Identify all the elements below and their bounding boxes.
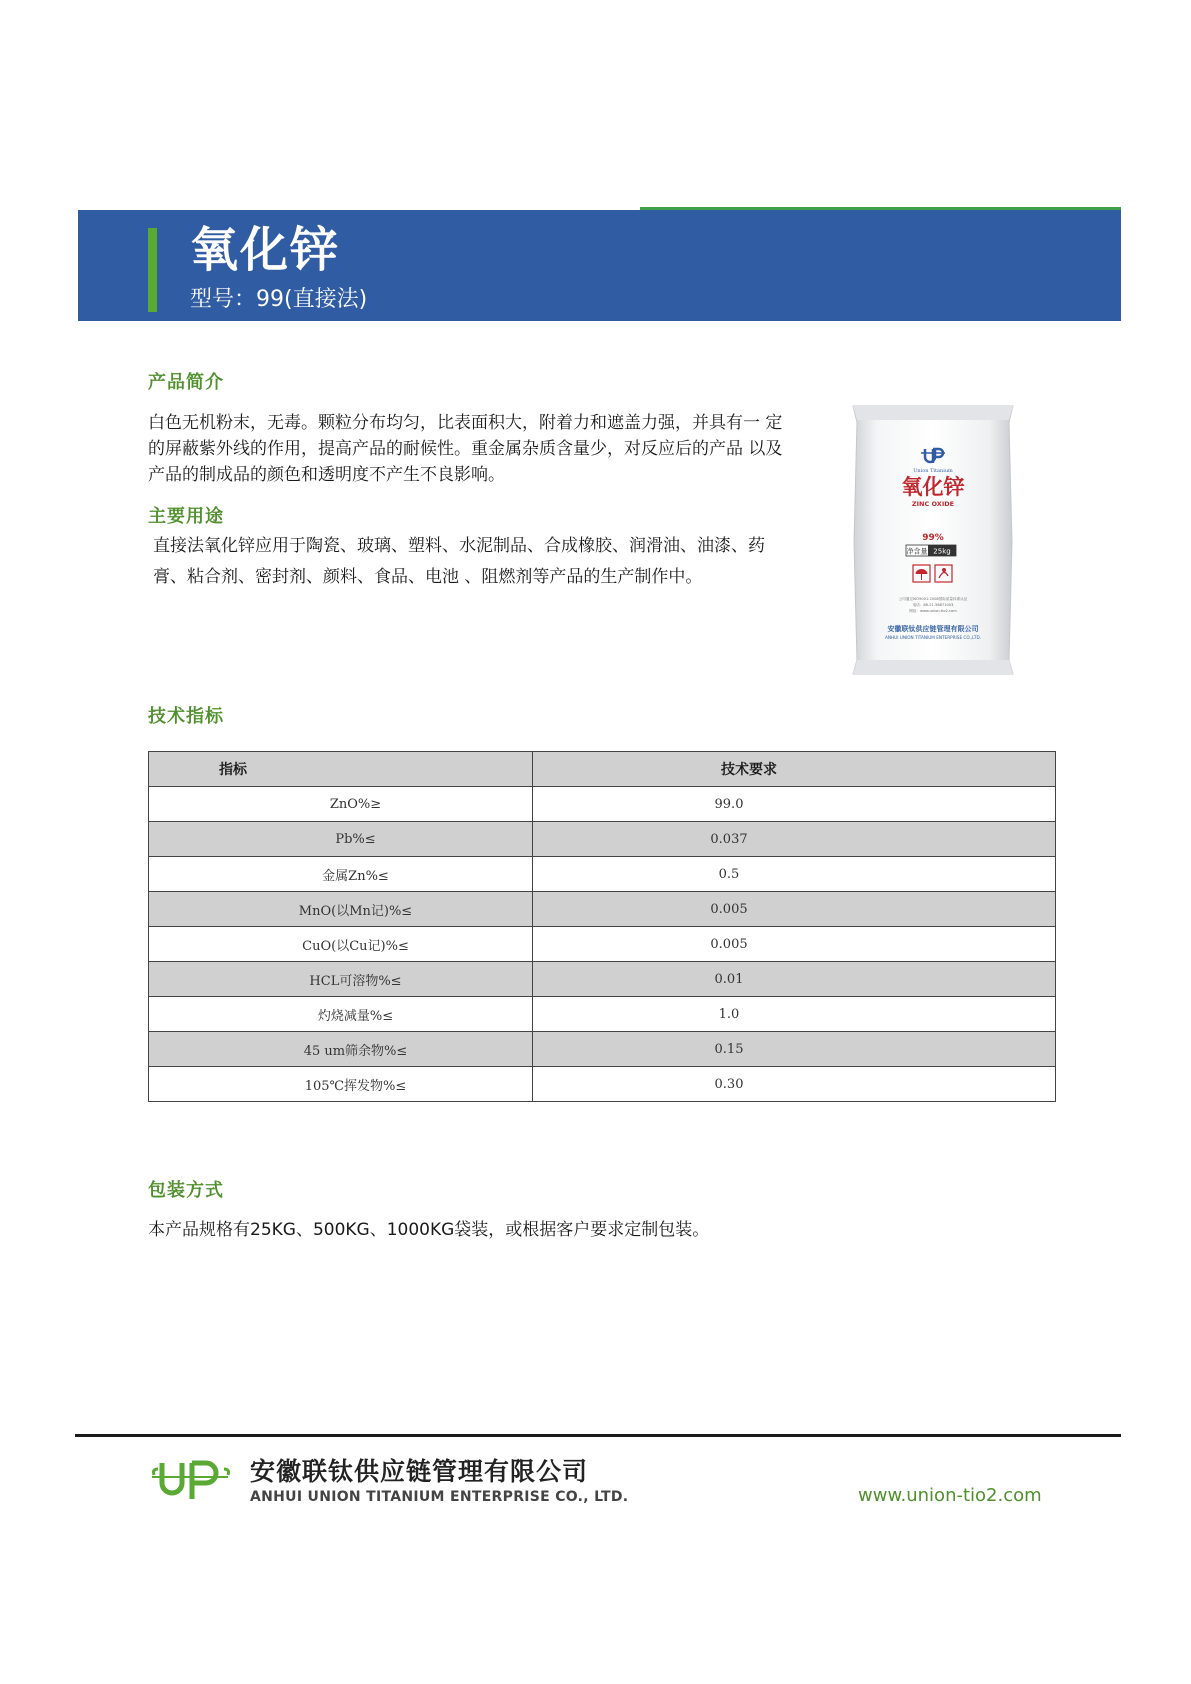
table-row	[149, 787, 1056, 822]
bag-net-label: 净含量	[906, 547, 928, 556]
table-row	[149, 892, 1056, 927]
bag-product-en: ZINC OXIDE	[911, 500, 955, 508]
spec-value: 0.005	[533, 927, 1056, 962]
bag-tel: 电话：86-21-56871003	[912, 603, 954, 607]
intro-heading: 产品简介	[148, 372, 224, 393]
table-row	[149, 857, 1056, 892]
spec-value: 0.005	[533, 892, 1056, 927]
spec-value: 99.0	[533, 787, 1056, 822]
table-row	[149, 997, 1056, 1032]
bag-company-en: ANHUI UNION TITANIUM ENTERPRISE CO.,LTD.	[884, 635, 982, 640]
uses-heading: 主要用途	[148, 506, 224, 527]
spec-item: 105℃挥发物%≤	[149, 1067, 533, 1102]
table-header-row	[149, 752, 1056, 787]
bag-site: 网址：www.union-tio2.com	[909, 609, 957, 613]
intro-line: 白色无机粉末，无毒。颗粒分布均匀，比表面积大，附着力和遮盖力强，并具有一 定	[148, 413, 783, 433]
column-header: 指标	[149, 752, 533, 787]
product-title: 氧化锌	[190, 222, 341, 278]
intro-line: 的屏蔽紫外线的作用，提高产品的耐候性。重金属杂质含量少，对反应后的产品 以及	[148, 439, 783, 459]
table-row	[149, 1032, 1056, 1067]
spec-value: 0.5	[533, 857, 1056, 892]
table-row	[149, 927, 1056, 962]
spec-item: CuO(以Cu记)%≤	[149, 927, 533, 962]
specs-heading: 技术指标	[148, 706, 224, 727]
spec-value: 1.0	[533, 997, 1056, 1032]
bag-product: 氧化锌	[901, 475, 965, 499]
spec-value: 0.15	[533, 1032, 1056, 1067]
website-link[interactable]: www.union-tio2.com	[858, 1485, 1042, 1506]
uses-line: 直接法氧化锌应用于陶瓷、玻璃、塑料、水泥制品、合成橡胶、润滑油、油漆、药	[153, 536, 765, 556]
spec-item: 45 um筛余物%≤	[149, 1032, 533, 1067]
spec-item: HCL可溶物%≤	[149, 962, 533, 997]
bag-company: 安徽联钛供应链管理有限公司	[887, 625, 979, 633]
column-header: 技术要求	[533, 752, 1056, 787]
spec-item: 金属Zn%≤	[149, 857, 533, 892]
spec-value: 0.30	[533, 1067, 1056, 1102]
packaging-heading: 包装方式	[148, 1180, 224, 1201]
banner-green-bar	[148, 228, 157, 312]
product-bag-image	[849, 402, 1017, 678]
spec-item: 灼烧减量%≤	[149, 997, 533, 1032]
intro-text	[148, 410, 782, 488]
bag-purity: 99%	[922, 533, 944, 543]
bag-brand: Union Titanium	[913, 468, 953, 474]
spec-item: Pb%≤	[149, 822, 533, 857]
uses-line: 膏、粘合剂、密封剂、颜料、食品、电池 、阻燃剂等产品的生产制作中。	[153, 567, 703, 587]
company-logo-icon	[150, 1455, 232, 1505]
intro-line: 产品的制成品的颜色和透明度不产生不良影响。	[148, 465, 505, 485]
specs-table	[148, 751, 1056, 1102]
spec-value: 0.037	[533, 822, 1056, 857]
table-row	[149, 822, 1056, 857]
bag-net-value: 25kg	[933, 547, 951, 556]
bag-cert: 公司通过ISO9001:2008国际质量体系认证	[898, 597, 968, 601]
packaging-text: 本产品规格有25KG、500KG、1000KG袋装，或根据客户要求定制包装。	[148, 1220, 710, 1240]
footer-divider	[75, 1434, 1121, 1437]
spec-item: ZnO%≥	[149, 787, 533, 822]
table-row	[149, 962, 1056, 997]
table-row	[149, 1067, 1056, 1102]
spec-value: 0.01	[533, 962, 1056, 997]
company-name-en: ANHUI UNION TITANIUM ENTERPRISE CO., LTD.	[250, 1489, 629, 1505]
product-model: 型号：99(直接法)	[190, 287, 368, 312]
spec-item: MnO(以Mn记)%≤	[149, 892, 533, 927]
company-name-cn: 安徽联钛供应链管理有限公司	[250, 1457, 589, 1486]
uses-text	[153, 531, 765, 593]
